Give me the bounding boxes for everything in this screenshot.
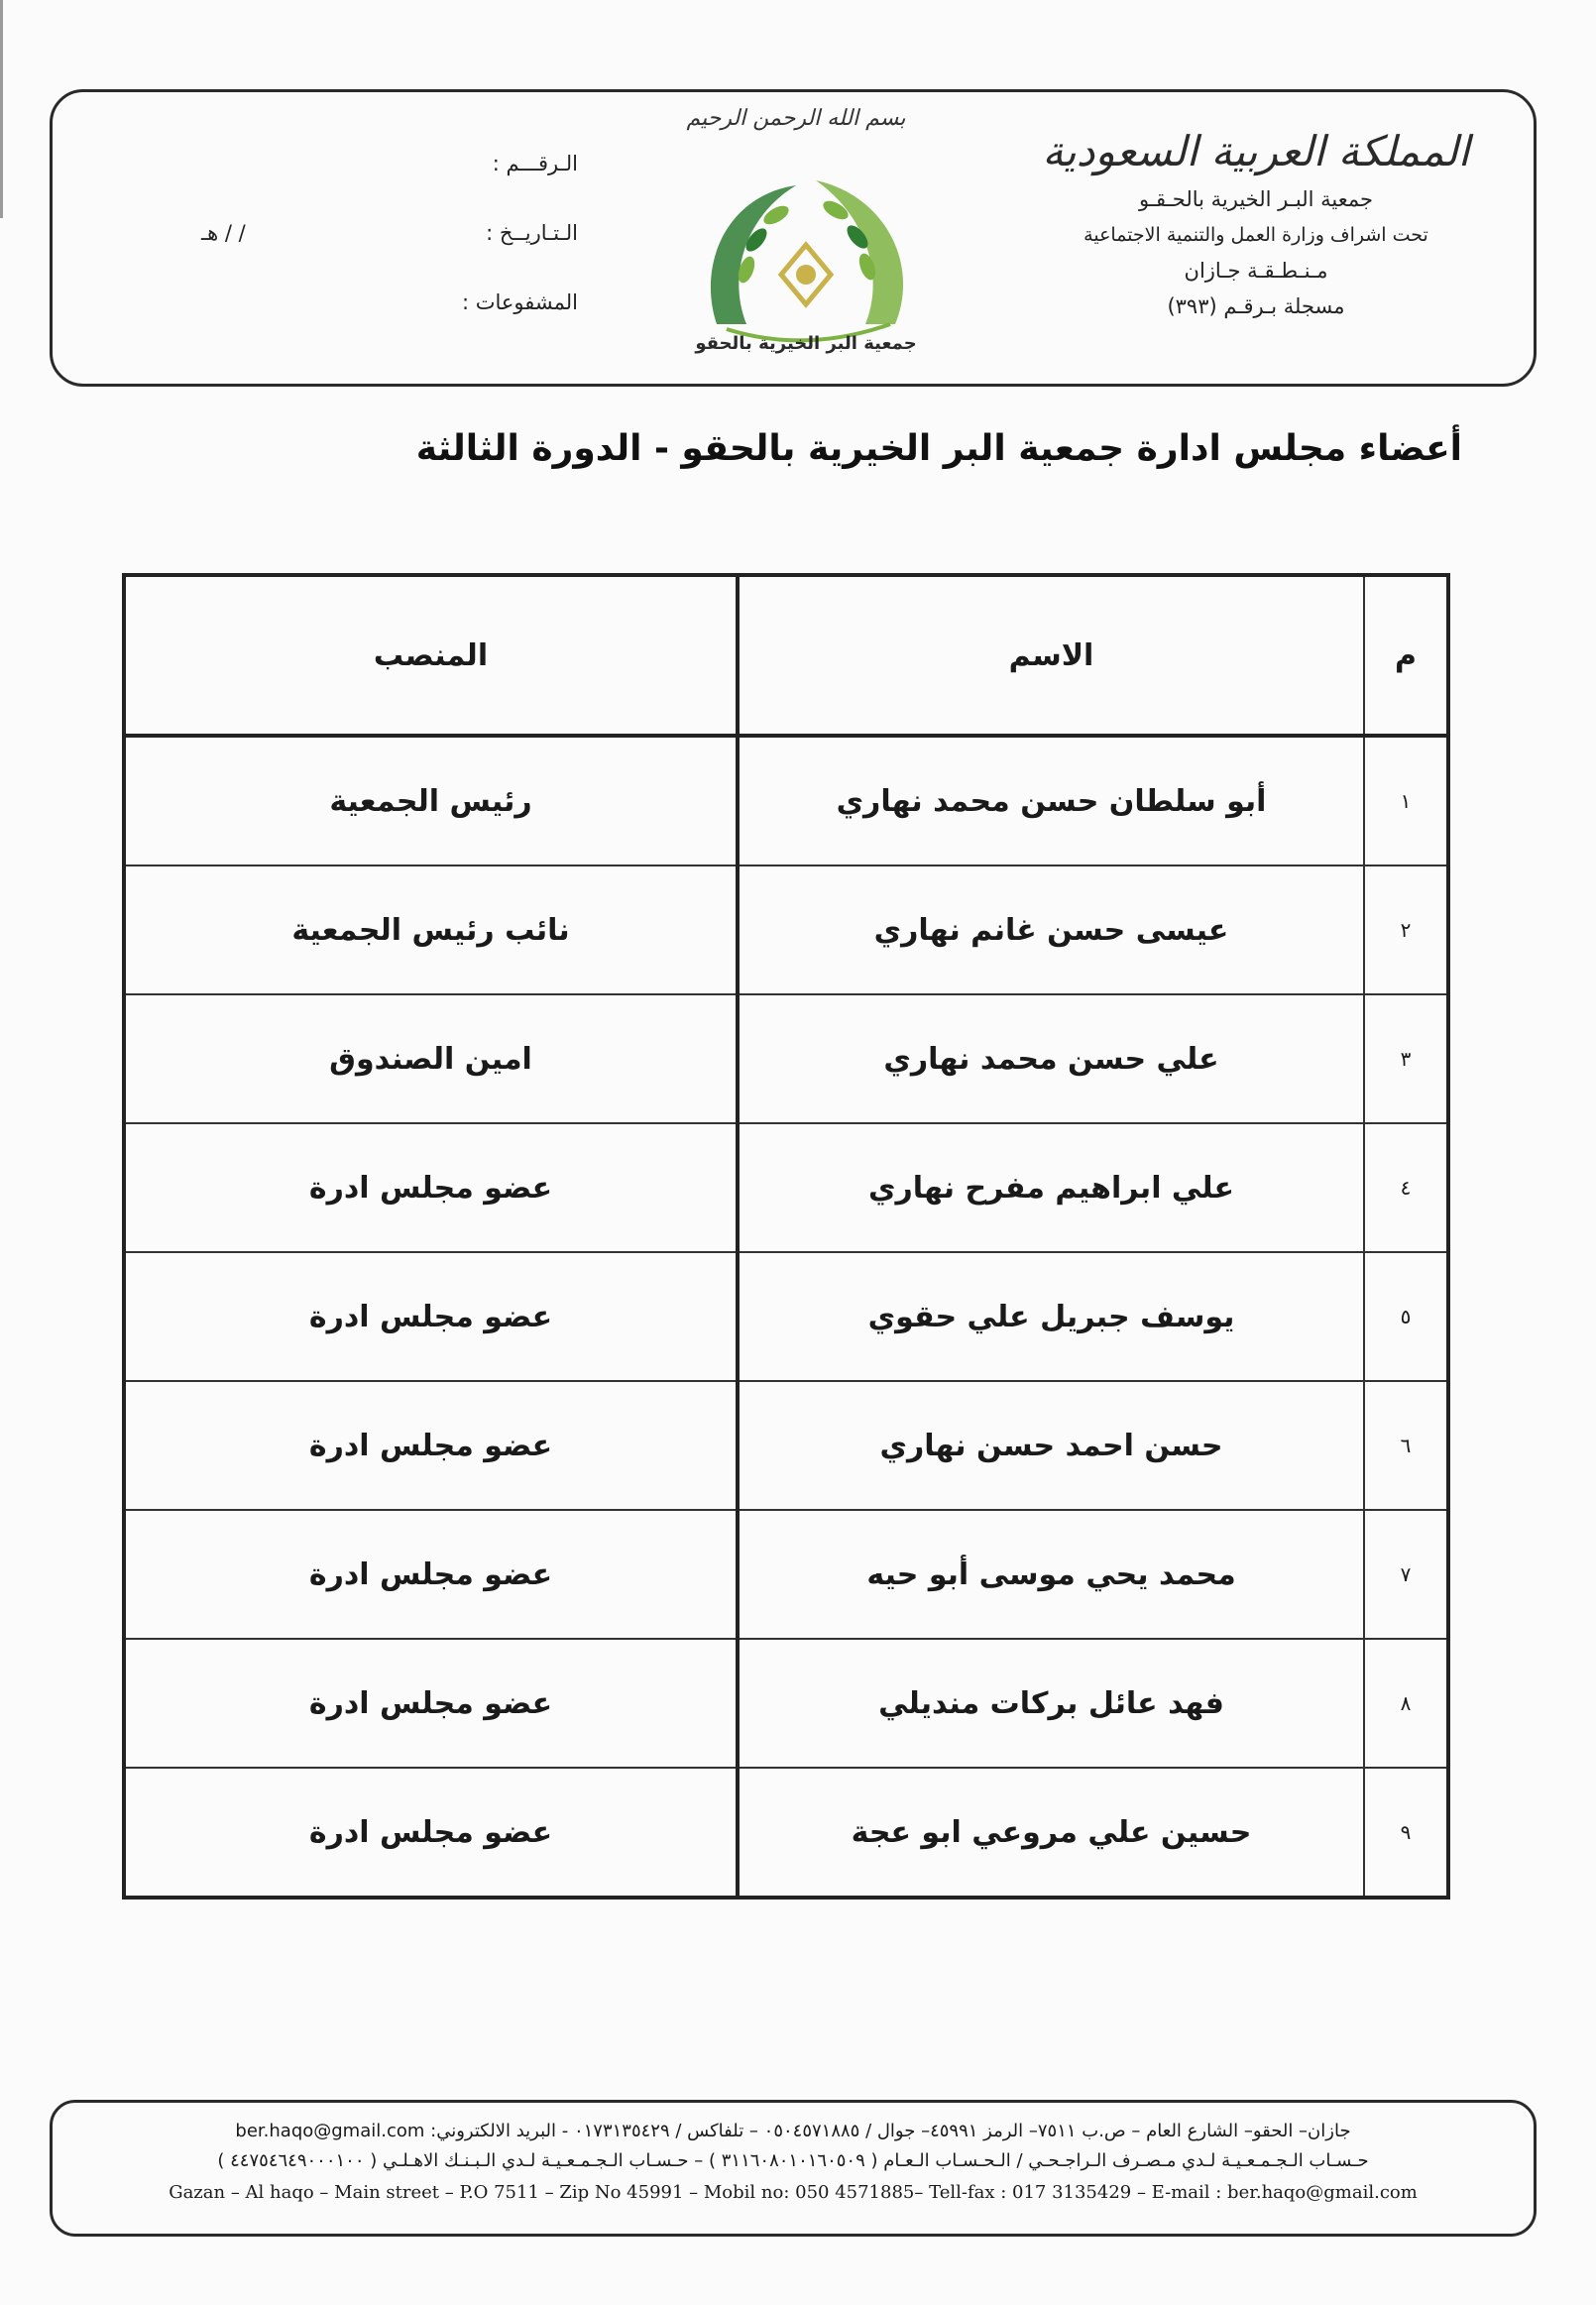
row-num: ٥	[1364, 1252, 1448, 1381]
field-attachments	[201, 290, 578, 360]
table-row	[124, 1768, 1448, 1898]
member-name: أبو سلطان حسن محمد نهاري	[738, 736, 1364, 865]
member-name: حسين علي مروعي ابو عجة	[738, 1768, 1364, 1898]
member-position: عضو مجلس ادرة	[124, 1381, 738, 1510]
row-num: ٧	[1364, 1510, 1448, 1639]
header-position: المنصب	[124, 575, 738, 736]
kingdom-name: المملكة العربية السعودية	[1042, 127, 1470, 175]
row-num: ٦	[1364, 1381, 1448, 1510]
table-row	[124, 1123, 1448, 1252]
letterhead-logo-block	[608, 106, 984, 374]
member-name: عيسى حسن غانم نهاري	[738, 865, 1364, 994]
region-line: مـنـطـقـة جـازان	[1184, 259, 1328, 283]
attachments-label: المشفوعات :	[461, 290, 578, 314]
letterhead-fields	[201, 152, 578, 360]
row-num: ١	[1364, 736, 1448, 865]
date-value: / / هـ	[201, 221, 246, 245]
table-row	[124, 1252, 1448, 1381]
field-number	[201, 152, 578, 221]
footer-english-line: Gazan – Al haqo – Main street – P.O 7511 – Zip No 45991 – Mobil no: 050 4571885– Tell-fax : 017 3135429 – E-mail : ber.haqo@gmail.com	[169, 2182, 1418, 2203]
footer-bank-line: حـسـاب الـجـمـعـيـة لـدي مـصـرف الـراجـحـي / الـحـسـاب الـعـام ( ٣١١٦٠٨٠١٠١٦٠٥٠٩ ) – حـسـاب الـجـمـعـيـة لـدي الـبـنـك الاهـلـي ( ٤٤٧٥٤٦٤٩٠٠٠١٠٠ )	[217, 2150, 1369, 2171]
letterhead-footer	[50, 2100, 1537, 2237]
row-num: ٣	[1364, 994, 1448, 1123]
table-row	[124, 1381, 1448, 1510]
member-position: رئيس الجمعية	[124, 736, 738, 865]
header-name: الاسم	[738, 575, 1364, 736]
association-logo	[687, 156, 925, 364]
registration-line: مسجلة بـرقـم (٣٩٣)	[1167, 294, 1345, 318]
member-name: فهد عائل بركات منديلي	[738, 1639, 1364, 1768]
member-name: علي ابراهيم مفرح نهاري	[738, 1123, 1364, 1252]
basmala: بسم الله الرحمن الرحيم	[686, 106, 906, 131]
table-row	[124, 994, 1448, 1123]
member-position: عضو مجلس ادرة	[124, 1252, 738, 1381]
row-num: ٩	[1364, 1768, 1448, 1898]
logo-caption: جمعية البر الخيرية بالحقو	[695, 333, 917, 354]
supervision-line: تحت اشراف وزارة العمل والتنمية الاجتماعية	[1083, 224, 1428, 246]
member-position: عضو مجلس ادرة	[124, 1123, 738, 1252]
field-date	[201, 221, 578, 290]
date-label: الـتـاريــخ :	[486, 221, 578, 245]
table-row	[124, 865, 1448, 994]
table-row	[124, 1510, 1448, 1639]
member-position: عضو مجلس ادرة	[124, 1639, 738, 1768]
member-name: محمد يحي موسى أبو حيه	[738, 1510, 1364, 1639]
board-members-table	[122, 573, 1450, 1900]
member-name: علي حسن محمد نهاري	[738, 994, 1364, 1123]
table-header-row	[124, 575, 1448, 736]
table-row	[124, 1639, 1448, 1768]
header-num: م	[1364, 575, 1448, 736]
table-row	[124, 736, 1448, 865]
row-num: ٨	[1364, 1639, 1448, 1768]
member-name: حسن احمد حسن نهاري	[738, 1381, 1364, 1510]
association-name: جمعية البـر الخيرية بالحـقـو	[1139, 187, 1373, 211]
row-num: ٤	[1364, 1123, 1448, 1252]
member-position: عضو مجلس ادرة	[124, 1510, 738, 1639]
member-position: نائب رئيس الجمعية	[124, 865, 738, 994]
member-name: يوسف جبريل علي حقوي	[738, 1252, 1364, 1381]
document-title: أعضاء مجلس ادارة جمعية البر الخيرية بالحقو - الدورة الثالثة	[415, 428, 1462, 469]
number-label: الـرقـــم :	[492, 152, 578, 175]
row-num: ٢	[1364, 865, 1448, 994]
letterhead-org-block	[1038, 122, 1474, 324]
letterhead	[50, 89, 1537, 387]
scan-edge	[0, 0, 3, 218]
member-position: امين الصندوق	[124, 994, 738, 1123]
footer-address-line: جازان– الحقو– الشارع العام – ص.ب ٧٥١١– الرمز ٤٥٩٩١– جوال / ٠٥٠٤٥٧١٨٨٥ – تلفاكس / ٠١٧٣١٣٥٤٢٩ - البريد الالكتروني: ber.haqo@gmail.com	[235, 2121, 1351, 2141]
member-position: عضو مجلس ادرة	[124, 1768, 738, 1898]
